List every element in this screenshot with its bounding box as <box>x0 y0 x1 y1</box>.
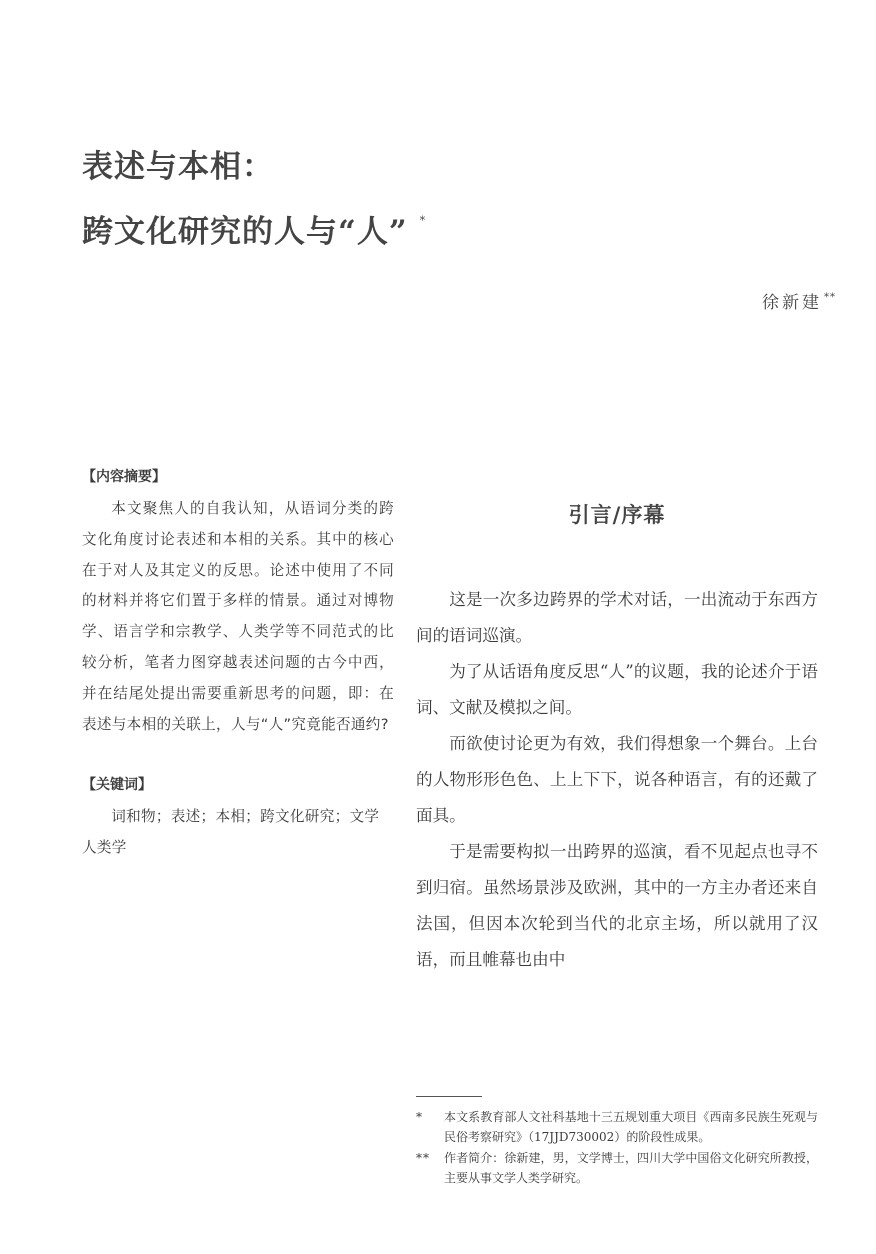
abstract-column <box>82 462 394 864</box>
author-footnote-mark[interactable]: ** <box>824 292 836 303</box>
body-paragraph: 为了从话语角度反思“人”的议题，我的论述介于语词、文献及模拟之间。 <box>416 662 818 717</box>
footnote-text: 作者简介：徐新建，男，文学博士，四川大学中国俗文化研究所教授，主要从事文学人类学研究。 <box>444 1151 818 1185</box>
footnote-item <box>416 1149 818 1188</box>
abstract-text: 本文聚焦人的自我认知，从语词分类的跨文化角度讨论表述和本相的关系。其中的核心在于对人及其定义的反思。论述中使用了不同的材料并将它们置于多样的情景。通过对博物学、语言学和宗教学、人类学等不同范式的比较分析，笔者力图穿越表述问题的古今中西，并在结尾处提出需要重新思考的问题，即：在表述与本相的关联上，人与“人”究竟能否通约? <box>82 500 394 733</box>
author-name: 徐新建 <box>762 293 822 313</box>
title-line-2 <box>82 194 426 259</box>
title-line-1: 表述与本相： <box>82 149 274 185</box>
footnote-text: 本文系教育部人文社科基地十三五规划重大项目《西南多民族生死观与民俗考察研究》（17JJD730002）的阶段性成果。 <box>444 1110 818 1144</box>
footnote-item <box>416 1108 818 1147</box>
title-footnote-mark[interactable]: * <box>419 214 427 227</box>
body-paragraph: 这是一次多边跨界的学术对话，一出流动于东西方间的语词巡演。 <box>416 590 818 645</box>
footnote-mark: * <box>416 1110 423 1124</box>
article-title <box>82 140 426 259</box>
body-paragraph: 于是需要构拟一出跨界的巡演，看不见起点也寻不到归宿。虽然场景涉及欧洲，其中的一方主办者还来自法国，但因本次轮到当代的北京主场，所以就用了汉语，而且帷幕也由中 <box>416 842 818 969</box>
abstract-heading: 【内容摘要】 <box>82 469 166 485</box>
body-paragraph: 而欲使讨论更为有效，我们得想象一个舞台。上台的人物形形色色、上上下下，说各种语言，有的还戴了面具。 <box>416 734 818 825</box>
author-byline <box>762 288 836 313</box>
footnotes <box>416 1108 818 1190</box>
section-title: 引言/序幕 <box>568 502 666 527</box>
keywords-text: 词和物；表述；本相；跨文化研究；文学人类学 <box>82 808 380 857</box>
keywords-heading: 【关键词】 <box>82 777 152 794</box>
main-column <box>416 498 818 978</box>
title-line-2-text: 跨文化研究的人与“人” <box>82 214 408 250</box>
footnote-mark: ** <box>416 1151 430 1165</box>
footnote-divider <box>416 1096 482 1097</box>
